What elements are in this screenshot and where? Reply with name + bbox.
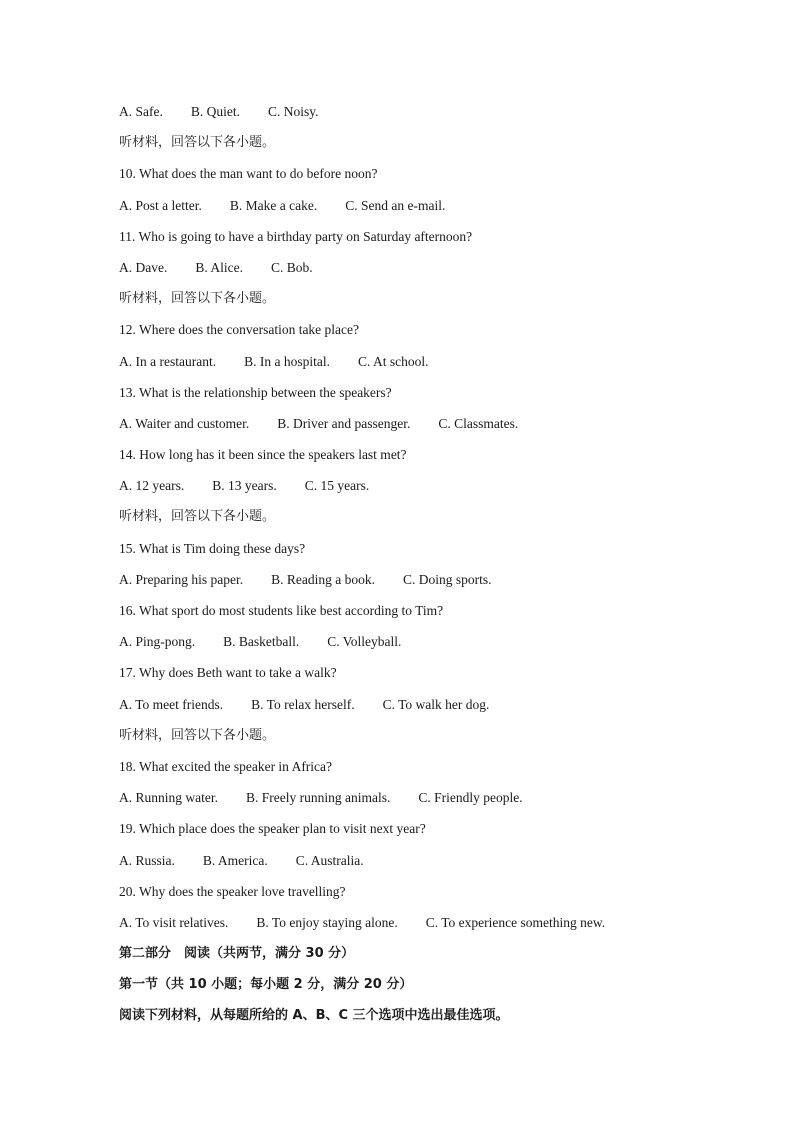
option-c: C. Classmates. bbox=[438, 415, 519, 431]
reading-instruction: 阅读下列材料，从每题所给的 A、B、C 三个选项中选出最佳选项。 bbox=[119, 1008, 509, 1024]
question-14: 14. How long has it been since the speakers last met? bbox=[119, 447, 407, 463]
option-a: A. To visit relatives. bbox=[119, 914, 229, 930]
option-c: C. 15 years. bbox=[304, 478, 370, 494]
option-a: A. 12 years. bbox=[119, 478, 185, 494]
option-a: A. To meet friends. bbox=[119, 696, 224, 712]
question-16: 16. What sport do most students like best according to Tim? bbox=[119, 603, 444, 618]
option-b: B. Quiet. bbox=[190, 104, 240, 119]
section-heading-part2: 第二部分 阅读（共两节，满分 30 分） bbox=[119, 946, 355, 962]
question-13: 13. What is the relationship between the speakers? bbox=[119, 384, 392, 400]
option-c: C. Volleyball. bbox=[327, 634, 402, 650]
options-row-q18 bbox=[119, 788, 739, 819]
question-19: 19. Which place does the speaker plan to visit next year? bbox=[119, 821, 426, 837]
option-b: B. America. bbox=[202, 852, 268, 868]
listen-instruction: 听材料，回答以下各小题。 bbox=[119, 291, 276, 307]
listen-instruction: 听材料，回答以下各小题。 bbox=[119, 509, 276, 525]
option-a: A. In a restaurant. bbox=[119, 353, 217, 369]
option-b: B. Freely running animals. bbox=[246, 790, 391, 806]
options-row-q17 bbox=[119, 695, 739, 726]
options-row-q9 bbox=[119, 102, 739, 133]
option-a: A. Safe. bbox=[119, 104, 163, 119]
option-a: A. Preparing his paper. bbox=[119, 571, 244, 587]
exam-page bbox=[119, 102, 739, 1038]
options-row-q15 bbox=[119, 570, 739, 601]
options-row-q14 bbox=[119, 476, 739, 507]
option-b: B. To relax herself. bbox=[251, 696, 355, 712]
option-c: C. Noisy. bbox=[268, 104, 319, 119]
options-row-q12 bbox=[119, 352, 739, 383]
option-c: C. To walk her dog. bbox=[382, 696, 490, 712]
option-a: A. Russia. bbox=[119, 852, 175, 868]
question-10: 10. What does the man want to do before noon? bbox=[119, 166, 378, 182]
options-row-q16 bbox=[119, 632, 739, 663]
option-a: A. Running water. bbox=[119, 790, 218, 806]
option-b: B. Make a cake. bbox=[229, 197, 318, 213]
option-b: B. Alice. bbox=[195, 259, 243, 275]
option-a: A. Post a letter. bbox=[119, 197, 202, 213]
options-row-q19 bbox=[119, 851, 739, 882]
listen-instruction: 听材料，回答以下各小题。 bbox=[119, 135, 276, 151]
option-c: C. Friendly people. bbox=[418, 790, 523, 806]
option-c: C. To experience something new. bbox=[425, 914, 606, 930]
option-b: B. In a hospital. bbox=[244, 353, 330, 369]
option-c: C. Doing sports. bbox=[402, 571, 492, 587]
listen-instruction: 听材料，回答以下各小题。 bbox=[119, 727, 276, 743]
question-20: 20. Why does the speaker love travelling? bbox=[119, 883, 346, 899]
option-c: C. Send an e-mail. bbox=[345, 197, 446, 213]
options-row-q11 bbox=[119, 258, 739, 289]
option-c: C. Australia. bbox=[295, 852, 364, 868]
question-17: 17. Why does Beth want to take a walk? bbox=[119, 665, 337, 681]
question-12: 12. Where does the conversation take place? bbox=[119, 322, 360, 338]
options-row-q20 bbox=[119, 913, 739, 944]
options-row-q10 bbox=[119, 196, 739, 227]
option-c: C. Bob. bbox=[270, 259, 313, 275]
question-15: 15. What is Tim doing these days? bbox=[119, 540, 306, 556]
option-a: A. Waiter and customer. bbox=[119, 415, 250, 431]
question-18: 18. What excited the speaker in Africa? bbox=[119, 758, 333, 774]
section-subheading: 第一节（共 10 小题；每小题 2 分，满分 20 分） bbox=[119, 977, 413, 993]
question-11: 11. Who is going to have a birthday party on Saturday afternoon? bbox=[119, 228, 473, 244]
option-b: B. Basketball. bbox=[223, 634, 300, 650]
option-a: A. Dave. bbox=[119, 259, 168, 275]
option-b: B. Driver and passenger. bbox=[277, 415, 411, 431]
option-b: B. Reading a book. bbox=[271, 571, 375, 587]
option-a: A. Ping-pong. bbox=[119, 634, 196, 650]
option-b: B. 13 years. bbox=[212, 478, 277, 494]
options-row-q13 bbox=[119, 414, 739, 445]
option-b: B. To enjoy staying alone. bbox=[256, 914, 398, 930]
option-c: C. At school. bbox=[357, 353, 429, 369]
